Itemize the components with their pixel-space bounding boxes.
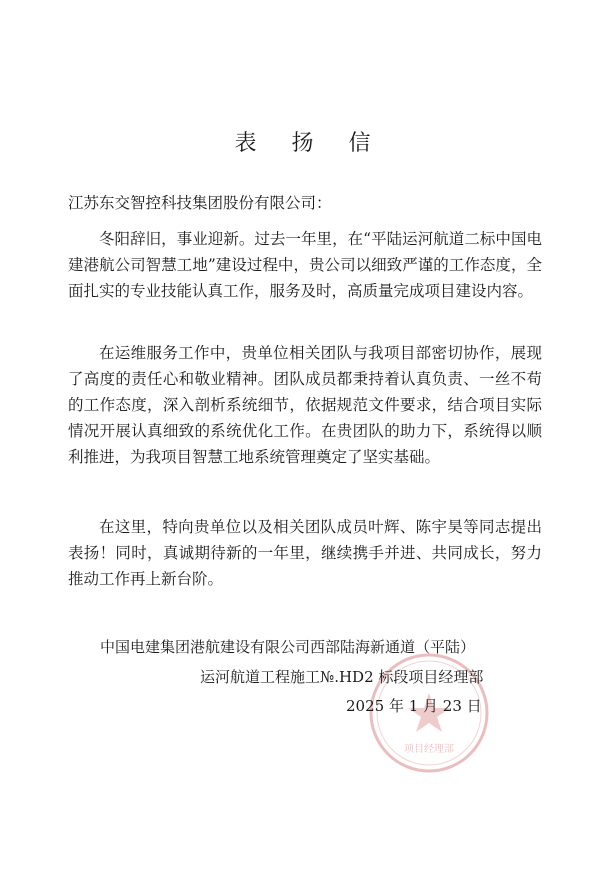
paragraph-1: 冬阳辞旧，事业迎新。过去一年里，在“平陆运河航道二标中国电建港航公司智慧工地”建设过程中，贵公司以细致严谨的工作态度，全面扎实的专业技能认真工作，服务及时，高质量完成项目建设内容。 xyxy=(68,230,542,300)
salutation: 江苏东交智控科技集团股份有限公司： xyxy=(68,194,332,212)
svg-text:项目经理部: 项目经理部 xyxy=(404,744,454,755)
paragraph-3: 在这里，特向贵单位以及相关团队成员叶辉、陈宇昊等同志提出表扬！同时，真诚期待新的一年里，继续携手并进、共同成长，努力推动工作再上新台阶。 xyxy=(68,518,542,588)
signature-organization: 中国电建集团港航建设有限公司西部陆海新通道（平陆） xyxy=(100,638,476,656)
signature-date: 2025 年 1 月 23 日 xyxy=(346,697,482,715)
paragraph-2: 在运维服务工作中，贵单位相关团队与我项目部密切协作，展现了高度的责任心和敬业精神。团队成员都秉持着认真负责、一丝不苟的工作态度，深入剖析系统细节，依据规范文件要求，结合项目实际情况开展认真细致的系统优化工作。在贵团队的助力下，系统得以顺利推进，为我项目智慧工地系统管理奠定了坚实基础。 xyxy=(68,344,542,466)
signature-department: 运河航道工程施工№.HD2 标段项目经理部 xyxy=(200,668,484,686)
letter-title: 表 扬 信 xyxy=(234,131,385,156)
